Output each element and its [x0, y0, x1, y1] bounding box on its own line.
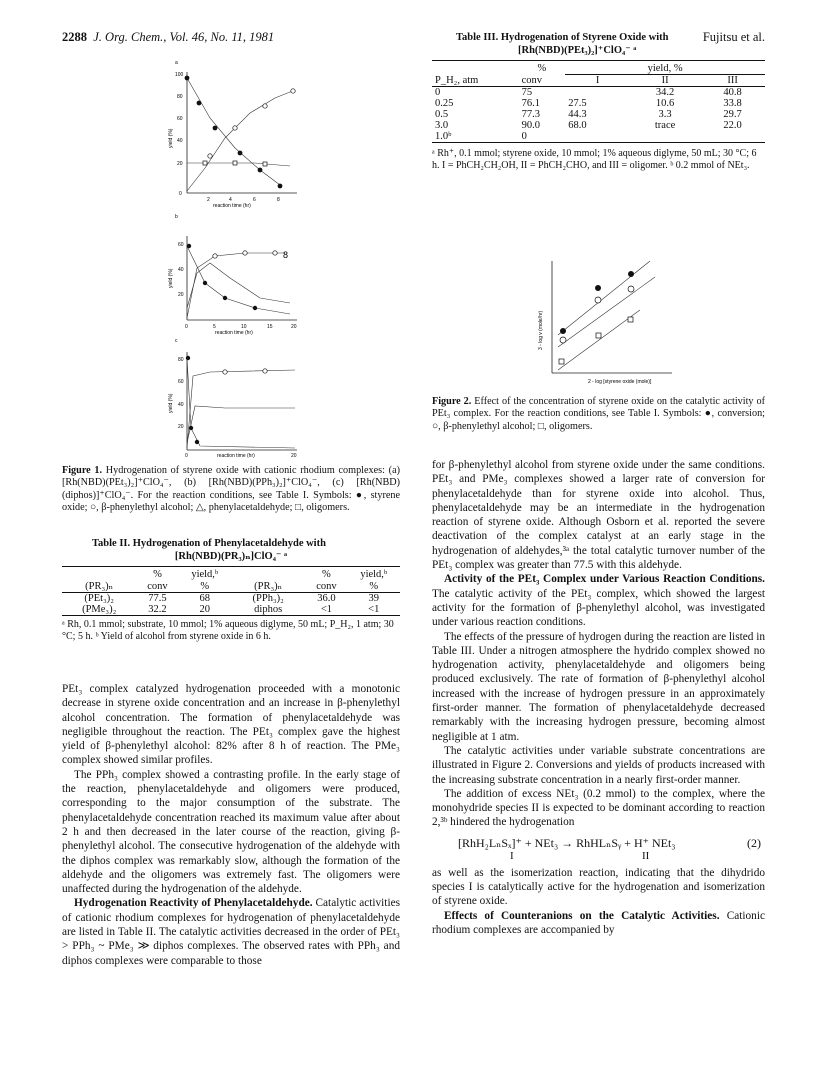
svg-text:20: 20 — [178, 292, 184, 298]
figure1-graphic — [165, 58, 315, 458]
svg-text:yield (%): yield (%) — [168, 128, 174, 148]
svg-text:4: 4 — [229, 197, 232, 203]
svg-text:reaction time (hr): reaction time (hr) — [215, 330, 253, 336]
svg-text:c: c — [175, 338, 178, 344]
panel-a-label: a — [175, 60, 178, 66]
svg-text:8: 8 — [277, 197, 280, 203]
svg-text:60: 60 — [178, 242, 184, 248]
right-column-text: for β-phenylethyl alcohol from styrene oxide under the same conditions. PEt₃ and PMe₃ complexes showed a larger rate of conversion for phenylacetaldehyde than for styrene oxide into alcohol. Thus, phenylacetaldehyde may be an intermediate in the hydrogenation reaction of styrene oxide. Although Osborn et al. reported the severe deactivation of the complex catalyst at an early stage in the hydrogenation of aldehydes,³ᵃ the total catalytic turnover number of the PEt₃ complex was greater than 77.5 with this aldehyde. Activity of the PEt₃ Complex under Various Reaction Conditions. The catalytic activity of the PEt₃ complex, which showed the largest activity for the formation of β-phenylethyl alcohol, was investigated under various reaction conditions. The effects of the pressure of hydrogen during the reaction are listed in Table III. Under a nitrogen atmosphere the hydrido complex showed no hydrogenation activity, phenylacetaldehyde and oligomers being produced exclusively. The rate of formation of β-phenylethyl alcohol increased with the increase of hydrogen pressure in an approximately first-order manner. The formation of phenylacetaldehyde decreased remarkably with the increasing hydrogen pressure, becoming almost negligible at 1 atm. The catalytic activities under variable substrate concentrations are illustrated in Figure 2. Conversions and yields of products increased with the increasing substrate concentration in a nearly first-order manner. The addition of excess NEt₃ (0.2 mmol) to the complex, where the monohydride species II is expected to be dominant according to reaction 2,³ᵇ hindered the hydrogenation [RhH₂LₙSₓ]⁺ + NEt₃ → RhHLₙSᵧ + H⁺ NEt₃ (2) I II as well as the isomerization reaction, indicating that the dihydrido species I is catalytically active for the hydrogenation and isomerization of styrene oxide. Effects of Counteranions on the Catalytic Activities. Cationic rhodium complexes are accompanied by — [432, 459, 766, 936]
svg-text:80: 80 — [177, 94, 183, 100]
svg-text:20: 20 — [177, 161, 183, 167]
svg-text:2: 2 — [207, 197, 210, 203]
table3-footnote: ᵃ Rh⁺, 0.1 mmol; styrene oxide, 10 mmol; 1% aqueous diglyme, 50 mL; 30 °C; 6 h. I = PhCH₂CH₂OH, II = PhCH₂CHO, and III = oligomer. ᵇ 0.2 mmol of NEt₃. — [432, 148, 757, 172]
equation-2: [RhH₂LₙSₓ]⁺ + NEt₃ → RhHLₙSᵧ + H⁺ NEt₃ (2) I II — [458, 835, 761, 862]
svg-text:60: 60 — [177, 116, 183, 122]
figure2-caption: Figure 2. Effect of the concentration of styrene oxide on the catalytic activity of PEt₃ complex. For the reaction conditions, see Table I. Symbols: ●, conversion; ○, β-phenylethyl alcohol; □, oligomers. — [432, 396, 765, 432]
svg-text:b: b — [175, 214, 178, 220]
svg-text:40: 40 — [177, 138, 183, 144]
figure1-caption: Figure 1. Hydrogenation of styrene oxide with cationic rhodium complexes: (a) [Rh(NBD)(PEt₃)₂]⁺ClO₄⁻, (b) [Rh(NBD)(PPh₃)₂]⁺ClO₄⁻, (c) [Rh(NBD)(diphos)]⁺ClO₄⁻. For the reaction conditions, see Table I. Symbols: ●, styrene oxide; ○, β-phenylethyl alcohol; △, phenylacetaldehyde; □, oligomers. — [62, 465, 400, 514]
section-heading: Hydrogenation Reactivity of Phenylacetaldehyde. — [74, 897, 313, 910]
svg-text:6: 6 — [253, 197, 256, 203]
svg-text:reaction time (hr): reaction time (hr) — [217, 453, 255, 458]
svg-text:40: 40 — [178, 267, 184, 273]
figure1-panel-b — [168, 214, 297, 336]
section-heading: Activity of the PEt₃ Complex under Various Reaction Conditions. — [444, 573, 765, 586]
svg-text:15: 15 — [267, 324, 273, 330]
page-number: 2288 — [62, 30, 87, 44]
table2-grid: % yield,ᵇ % yield,ᵇ (PR₃)ₙ conv % (PR₃)ₙ conv % (PEt₃)₂ 77.5 68 (PPh₃)₂ 36.0 39 (PMe₃)₂ 32.2 20 diphos <1 <1 — [62, 569, 400, 616]
table-row: 0.25 76.1 27.5 10.6 33.8 — [435, 98, 742, 109]
figure2-graphic — [530, 255, 680, 390]
table3-grid: % yield, % P_H₂, atm conv I II III 0 75 34.2 40.8 0.25 76.1 27.5 10.6 33.8 0.5 77.3 44.3 3.3 29.7 3.0 90.0 68.0 trace 22.0 1.0ᵇ 0 — [432, 63, 765, 143]
left-column-text: PEt₃ complex catalyzed hydrogenation proceeded with a monotonic decrease in styrene oxide concentration and an increase in β-phenylethyl alcohol concentration. The formation of phenylacetaldehyde was negligible throughout the reaction. The PEt₃ complex gave the highest yield of β-phenylethyl alcohol: 82% after 8 h of reaction. The PMe₃ complex showed similar profiles. The PPh₃ complex showed a contrasting profile. In the early stage of the reaction, phenylacetaldehyde and oligomers were produced, corresponding to the major consumption of the substrate. The phenylacetaldehyde concentration reached its maximum value after about 2 h and then decreased in the later course of the reaction, giving β-phenylethyl alcohol. The consecutive hydrogenation of the aldehyde with the diphos complex was remarkably slow, although the formation of the aldehyde and the oligomers was extremely fast. The oligomers were unaffected during the hydrogenation of the aldehyde. Hydrogenation Reactivity of Phenylacetaldehyde. Catalytic activities of cationic rhodium complexes for hydrogenation of phenylacetaldehyde are listed in Table II. The catalytic activities decreased in the order of PEt₃ > PPh₃ ~ PMe₃ ≫ diphos complexes. The observed rates with PPh₃ and diphos complexes were comparable to those — [62, 683, 400, 967]
figure2-xlabel: 2 - log [styrene oxide (mole)] — [588, 379, 652, 385]
svg-text:5: 5 — [213, 324, 216, 330]
svg-text:60: 60 — [178, 379, 184, 385]
svg-text:20: 20 — [178, 424, 184, 430]
svg-text:80: 80 — [178, 357, 184, 363]
section-heading: Effects of Counteranions on the Catalytic Activities. — [444, 909, 720, 922]
table-row: 3.0 90.0 68.0 trace 22.0 — [435, 120, 742, 131]
figure2-ylabel: 3 - log v (mole/hr) — [538, 310, 544, 350]
table3-title: Table III. Hydrogenation of Styrene Oxide with — [456, 32, 669, 43]
table3: Table III. Hydrogenation of Styrene Oxide with [Rh(NBD)(PEt₃)₂]⁺ClO₄⁻ ᵃ % yield, % P_H₂, atm conv I II III 0 75 34.2 40.8 0.25 76.1 27.5 10.6 33.8 0.5 77.3 44.3 3.3 29.7 3.0 90.0 68.0 trace 22.0 1.0ᵇ 0 ᵃ Rh⁺, 0.1 mmol; styrene oxide, 10 mmol; 1% aqueous diglyme, 50 mL; 30 °C; 6 h. I = PhCH₂CH₂OH, II = PhCH₂CHO, and III = oligomer. ᵇ 0.2 mmol of NEt₃. — [432, 32, 765, 172]
journal-citation: J. Org. Chem., Vol. 46, No. 11, 1981 — [93, 30, 275, 44]
figure1-panel-c — [168, 338, 297, 458]
table-row: (PMe₃)₂ 32.2 20 diphos <1 <1 — [62, 604, 400, 616]
panel-a-xlabel: reaction time (hr) — [213, 203, 251, 209]
svg-text:0: 0 — [185, 324, 188, 330]
svg-text:20: 20 — [291, 324, 297, 330]
figure1-panel-a — [168, 60, 297, 209]
table-row: 0 75 34.2 40.8 — [435, 87, 742, 98]
svg-text:20: 20 — [291, 453, 297, 458]
table-row: 0.5 77.3 44.3 3.3 29.7 — [435, 109, 742, 120]
svg-text:100: 100 — [175, 72, 184, 78]
svg-text:yield (%): yield (%) — [168, 393, 174, 413]
svg-text:0: 0 — [179, 191, 182, 197]
page-header — [62, 30, 274, 45]
table2-footnote: ᵃ Rh, 0.1 mmol; substrate, 10 mmol; 1% aqueous diglyme, 50 mL; P_H₂, 1 atm; 30 °C; 5 h. ᵇ Yield of alcohol from styrene oxide in 6 h. — [62, 619, 394, 643]
svg-text:0: 0 — [185, 453, 188, 458]
running-authors: Fujitsu et al. — [702, 30, 765, 44]
svg-text:8: 8 — [283, 250, 289, 260]
table-row: 1.0ᵇ 0 — [432, 131, 765, 143]
table2-title: Table II. Hydrogenation of Phenylacetaldehyde with — [92, 538, 326, 549]
svg-text:10: 10 — [241, 324, 247, 330]
svg-text:yield (%): yield (%) — [168, 268, 174, 288]
svg-text:40: 40 — [178, 402, 184, 408]
table-row: (PEt₃)₂ 77.5 68 (PPh₃)₂ 36.0 39 — [84, 593, 379, 604]
table2: Table II. Hydrogenation of Phenylacetaldehyde with [Rh(NBD)(PR₃)ₙ]ClO₄⁻ ᵃ % yield,ᵇ % yield,ᵇ (PR₃)ₙ conv % (PR₃)ₙ conv % (PEt₃)₂ 77.5 68 (PPh₃)₂ 36.0 39 (PMe₃)₂ 32.2 20 diphos <1 <1 ᵃ Rh, 0.1 mmol; substrate, 10 mmol; 1% aqueous diglyme, 50 mL; P_H₂, 1 atm; 30 °C; 5 h. ᵇ Yield of alcohol from styrene oxide in 6 h. — [62, 538, 400, 643]
